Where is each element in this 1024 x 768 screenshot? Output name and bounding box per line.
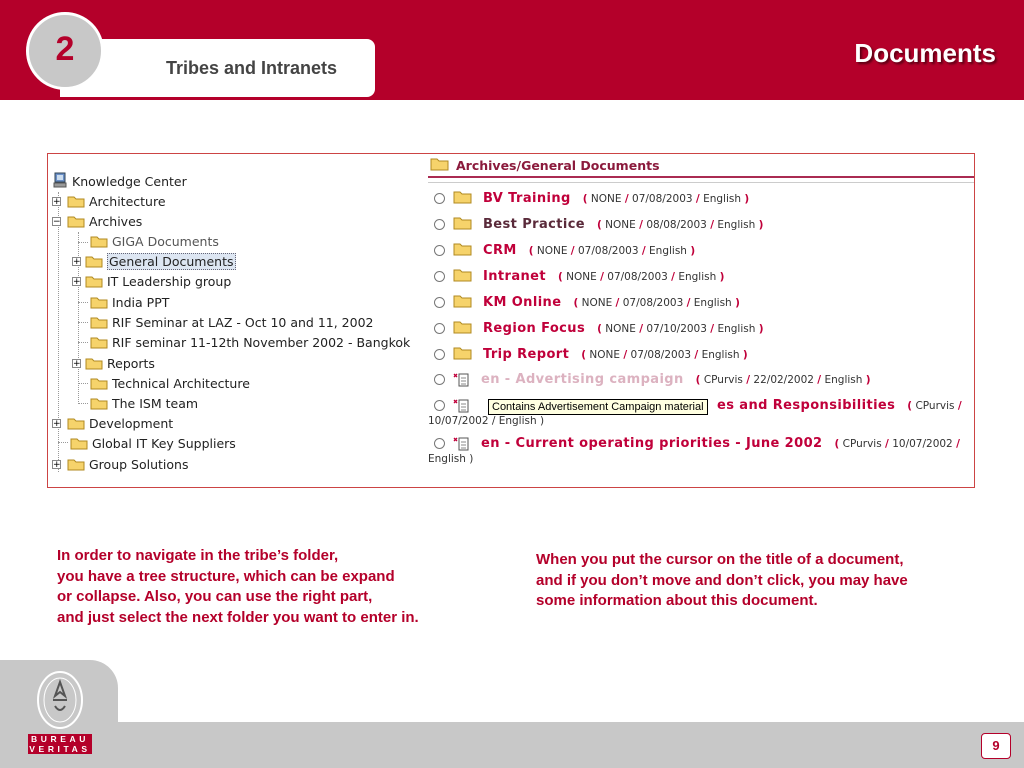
tree-item-label: Archives (89, 213, 143, 229)
tree-item-technical-architecture[interactable] (90, 374, 250, 392)
folder-contents-panel (428, 154, 974, 487)
tree-item-label: India PPT (112, 294, 170, 310)
item-title-link[interactable]: CRM (483, 243, 517, 258)
footer-bar (0, 722, 1024, 768)
tree-item-label: Reports (107, 355, 155, 371)
list-item[interactable] (434, 268, 974, 285)
tree-item-knowledge-center[interactable] (52, 172, 187, 190)
item-meta-continued: 10/07/2002 / English ) (428, 415, 545, 427)
tree-item-label: Development (89, 415, 174, 431)
expand-plus-icon[interactable]: + (73, 276, 81, 287)
folder-icon (453, 268, 473, 285)
caption-line: or collapse. Also, you can use the right part, (57, 588, 373, 605)
panel-heading: Archives/General Documents (456, 157, 660, 173)
folder-icon (453, 216, 473, 233)
tree-item-rif-seminar-bangkok[interactable] (90, 333, 410, 351)
item-meta: ( NONE / 07/10/2003 / English ) (597, 322, 764, 335)
expand-plus-icon[interactable]: + (53, 418, 61, 429)
open-folder-icon (430, 156, 450, 175)
expand-plus-icon[interactable]: + (73, 358, 81, 369)
caption-line: some information about this document. (536, 592, 818, 609)
tree-line (78, 342, 88, 343)
item-meta: ( CPurvis / (907, 399, 962, 412)
folder-icon (90, 296, 108, 308)
item-meta-continued: English ) (428, 453, 474, 465)
folder-icon (85, 357, 103, 369)
radio-button[interactable] (434, 400, 445, 411)
logo-line-2: VERITAS (29, 744, 91, 754)
collapse-minus-icon[interactable]: − (53, 216, 61, 227)
tree-item-label: Architecture (89, 193, 166, 209)
item-title-link[interactable]: KM Online (483, 295, 562, 310)
folder-icon (90, 336, 108, 348)
folder-icon (453, 320, 473, 337)
tree-item-label: RIF Seminar at LAZ - Oct 10 and 11, 2002 (112, 314, 374, 330)
radio-button[interactable] (434, 349, 445, 360)
divider (428, 182, 974, 183)
panel-header (428, 154, 974, 178)
document-icon (453, 373, 471, 387)
folder-icon (453, 242, 473, 259)
document-icon (453, 399, 471, 413)
folder-icon (453, 190, 473, 207)
caption-line: and if you don’t move and don’t click, you may have (536, 571, 908, 589)
caption-line: you have a tree structure, which can be expand (57, 567, 395, 585)
tree-line (78, 403, 88, 404)
tree-line (78, 242, 88, 243)
list-item[interactable] (434, 346, 974, 363)
tree-line (58, 442, 68, 443)
logo-line-1: BUREAU (28, 734, 92, 744)
item-title-link[interactable]: Best Practice (483, 217, 586, 232)
list-item[interactable] (434, 320, 974, 337)
computer-icon (52, 172, 68, 191)
folder-icon (453, 346, 473, 363)
folder-icon (90, 316, 108, 328)
section-number: 2 (55, 30, 75, 68)
tree-item-rif-seminar-laz[interactable] (90, 313, 373, 331)
tree-item-india-ppt[interactable] (90, 293, 169, 311)
tree-line (78, 383, 88, 384)
tree-item-label: IT Leadership group (107, 273, 232, 289)
folder-icon (85, 275, 103, 287)
tree-item-label: Technical Architecture (112, 375, 250, 391)
page-number: 9 (981, 733, 1011, 759)
item-meta: ( CPurvis / 10/07/2002 / (834, 437, 960, 450)
intranet-screenshot (47, 153, 975, 488)
tree-item-label: GIGA Documents (112, 233, 219, 249)
bureau-veritas-seal-icon (35, 670, 85, 730)
item-title-link[interactable]: Trip Report (483, 347, 570, 362)
item-meta: ( NONE / 07/08/2003 / English ) (557, 270, 725, 283)
folder-icon (90, 235, 108, 247)
folder-icon (67, 417, 85, 429)
item-meta: ( NONE / 08/08/2003 / English ) (597, 218, 764, 231)
list-item[interactable] (434, 216, 974, 233)
item-title-link[interactable]: en - Current operating priorities - June 2002 (481, 436, 823, 451)
item-title-link[interactable]: es and Responsibilities (717, 398, 896, 413)
tree-item-label: The ISM team (112, 395, 199, 411)
tree-item-it-leadership-group[interactable] (72, 272, 231, 290)
tree-item-label: Group Solutions (89, 456, 189, 472)
item-meta: ( CPurvis / 22/02/2002 / English ) (695, 373, 871, 386)
radio-button[interactable] (434, 245, 445, 256)
list-item[interactable] (434, 372, 974, 387)
folder-icon (90, 377, 108, 389)
folder-icon (67, 215, 85, 227)
expand-plus-icon[interactable]: + (53, 459, 61, 470)
folder-icon (453, 294, 473, 311)
caption-line: and just select the next folder you want to enter in. (57, 608, 419, 626)
list-item[interactable] (434, 294, 974, 311)
caption-line: In order to navigate in the tribe’s folder, (57, 547, 339, 564)
folder-tree (48, 154, 426, 487)
item-meta: ( NONE / 07/08/2003 / English ) (582, 192, 750, 205)
tree-item-general-documents[interactable] (72, 252, 236, 270)
item-title-link[interactable]: Intranet (483, 269, 546, 284)
folder-icon (67, 195, 85, 207)
tree-item-reports[interactable] (72, 354, 155, 372)
caption-right (536, 550, 908, 612)
tree-item-group-solutions[interactable] (52, 455, 188, 473)
radio-button[interactable] (434, 271, 445, 282)
tree-line (78, 302, 88, 303)
tree-item-label: Knowledge Center (72, 173, 187, 189)
item-meta: ( NONE / 07/08/2003 / English ) (581, 348, 748, 361)
radio-button[interactable] (434, 438, 445, 449)
radio-button[interactable] (434, 323, 445, 334)
document-icon (453, 437, 471, 451)
document-tooltip: Contains Advertisement Campaign material (488, 399, 708, 415)
item-meta: ( NONE / 07/08/2003 / English ) (573, 296, 740, 309)
tree-item-giga-documents[interactable] (90, 232, 219, 250)
tree-item-global-it-key-suppliers[interactable] (70, 434, 236, 452)
tree-item-architecture[interactable] (52, 192, 166, 210)
folder-icon (90, 397, 108, 409)
tree-item-ism-team[interactable] (90, 394, 198, 412)
radio-button[interactable] (434, 374, 445, 385)
list-item[interactable] (428, 436, 974, 465)
radio-button[interactable] (434, 193, 445, 204)
list-item[interactable] (434, 190, 974, 207)
folder-icon (67, 458, 85, 470)
tree-item-label: Global IT Key Suppliers (92, 435, 236, 451)
folder-icon (85, 255, 103, 267)
tree-line (78, 322, 88, 323)
tree-item-label: RIF seminar 11-12th November 2002 - Bangkok (112, 334, 411, 350)
item-title-link[interactable]: BV Training (483, 191, 571, 206)
list-item[interactable] (434, 242, 974, 259)
page-title: Documents (854, 38, 996, 68)
tree-item-development[interactable] (52, 414, 173, 432)
expand-plus-icon[interactable]: + (73, 256, 81, 267)
item-title-link[interactable]: Region Focus (483, 321, 586, 336)
tree-item-archives[interactable] (52, 212, 142, 230)
tree-item-label: General Documents (109, 253, 234, 269)
caption-line: When you put the cursor on the title of a document, (536, 551, 904, 568)
expand-plus-icon[interactable]: + (53, 196, 61, 207)
section-title: Tribes and Intranets (166, 58, 338, 78)
folder-icon (70, 437, 88, 449)
item-title-link[interactable]: en - Advertising campaign (481, 372, 684, 387)
caption-left (57, 546, 419, 628)
radio-button[interactable] (434, 297, 445, 308)
item-meta: ( NONE / 07/08/2003 / English ) (528, 244, 696, 257)
radio-button[interactable] (434, 219, 445, 230)
